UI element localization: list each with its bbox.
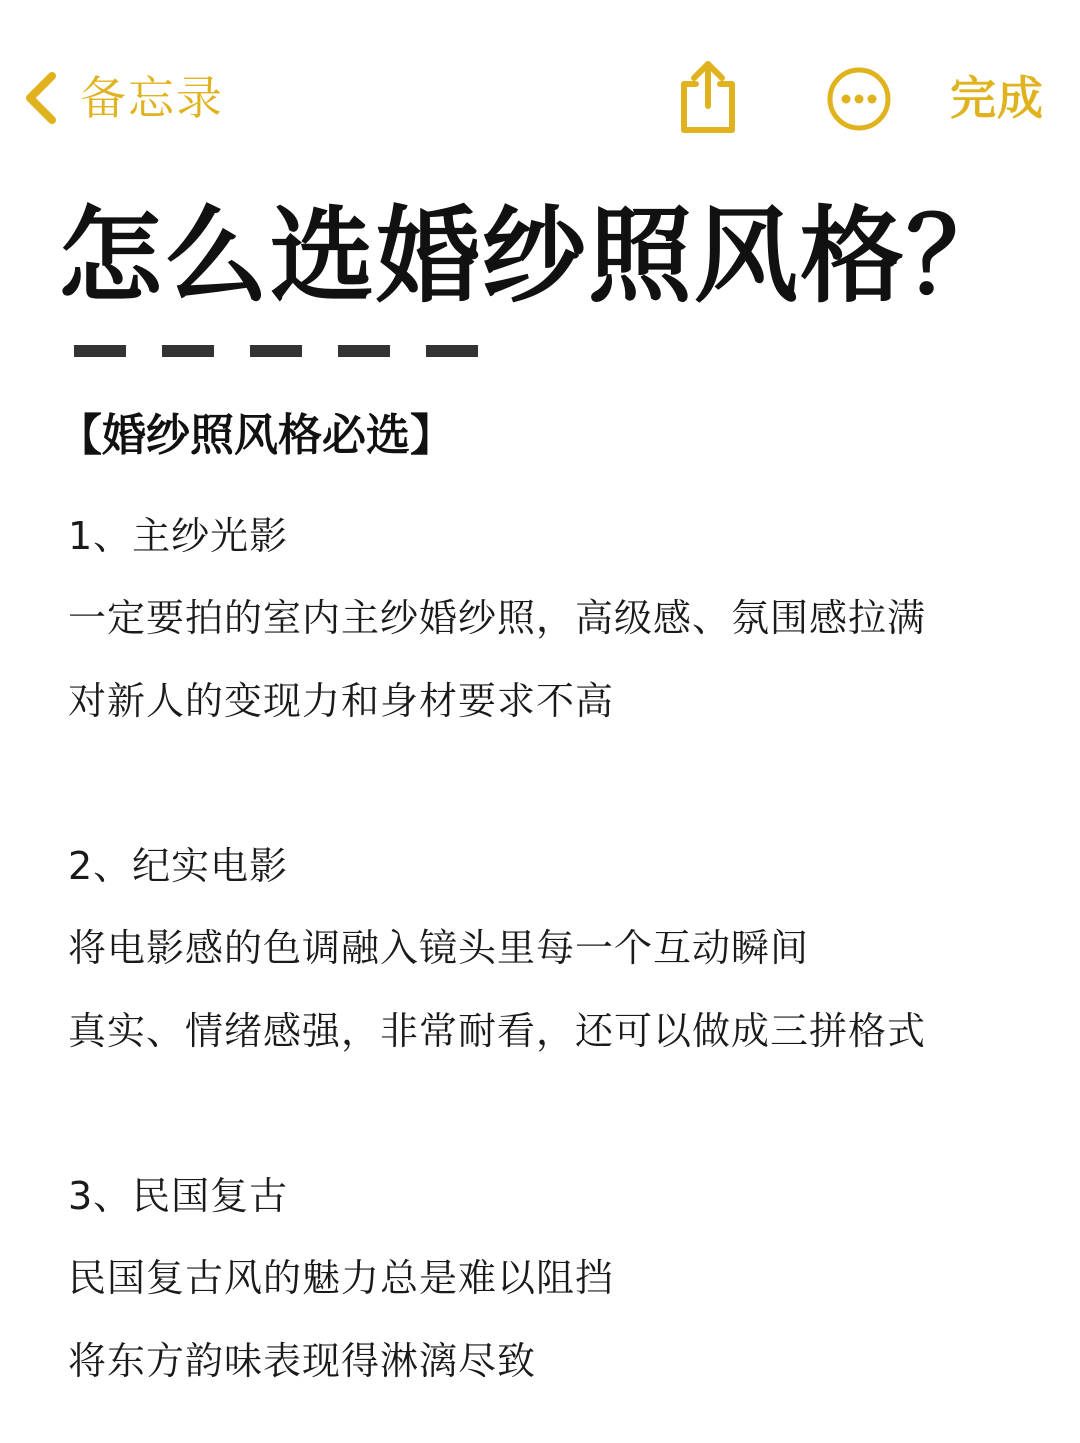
divider-dash (426, 345, 478, 357)
chevron-left-icon (20, 62, 64, 134)
note-title[interactable]: 怎么选婚纱照风格？ (58, 195, 1013, 317)
divider-dash (338, 345, 390, 357)
item-2-heading[interactable]: 2、纪实电影 (68, 844, 289, 888)
item-2-line-2[interactable]: 真实、情绪感强，非常耐看，还可以做成三拼格式 (68, 1009, 927, 1053)
divider-dash (74, 345, 126, 357)
divider-dash (250, 345, 302, 357)
item-3-heading[interactable]: 3、民国复古 (68, 1174, 289, 1218)
back-label: 备忘录 (80, 71, 224, 125)
done-button[interactable]: 完成 (950, 71, 1044, 125)
item-1-line-1[interactable]: 一定要拍的室内主纱婚纱照，高级感、氛围感拉满 (68, 596, 927, 640)
item-3-line-2[interactable]: 将东方韵味表现得淋漓尽致 (68, 1339, 537, 1383)
item-1-line-2[interactable]: 对新人的变现力和身材要求不高 (68, 679, 615, 723)
section-heading[interactable]: 【婚纱照风格必选】 (58, 410, 454, 461)
item-1-heading[interactable]: 1、主纱光影 (68, 514, 289, 558)
more-icon (826, 117, 892, 136)
back-button[interactable] (20, 62, 224, 134)
navigation-bar (0, 0, 1080, 190)
divider-dash (162, 345, 214, 357)
share-icon (672, 121, 744, 140)
item-2-line-1[interactable]: 将电影感的色调融入镜头里每一个互动瞬间 (68, 926, 810, 970)
share-button[interactable] (672, 56, 744, 136)
item-3-line-1[interactable]: 民国复古风的魅力总是难以阻挡 (68, 1256, 615, 1300)
dashed-divider (74, 345, 478, 357)
more-button[interactable] (826, 66, 892, 132)
